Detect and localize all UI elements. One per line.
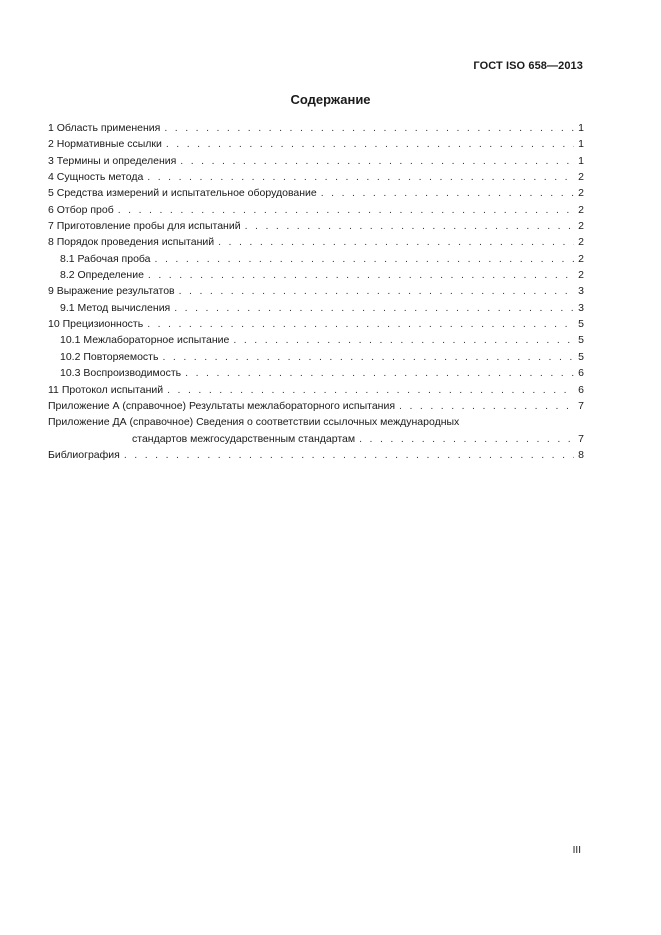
toc-page-number: 2 bbox=[578, 252, 584, 265]
toc-entry-annex-a[interactable] bbox=[48, 398, 584, 414]
toc-leader-dots bbox=[321, 185, 574, 201]
toc-entry-text: 7 Приготовление пробы для испытаний bbox=[48, 220, 241, 233]
toc-entry-text: 8.2 Определение bbox=[60, 269, 144, 282]
toc-leader-dots bbox=[166, 136, 574, 152]
toc-page-number: 2 bbox=[578, 203, 584, 216]
toc-entry[interactable] bbox=[48, 136, 584, 152]
page-title: Содержание bbox=[290, 92, 371, 107]
toc-entry[interactable] bbox=[48, 153, 584, 169]
toc-page-number: 1 bbox=[578, 138, 584, 151]
toc-entry-text: Приложение ДА (справочное) Сведения о соответствии ссылочных международных bbox=[48, 416, 460, 429]
toc-entry-text: 10.3 Воспроизводимость bbox=[60, 367, 182, 380]
table-of-contents bbox=[48, 120, 584, 463]
toc-entry-text: 1 Область применения bbox=[48, 122, 161, 134]
toc-entry-text: 2 Нормативные ссылки bbox=[48, 138, 162, 151]
toc-page-number: 6 bbox=[578, 367, 584, 380]
toc-leader-dots bbox=[167, 382, 574, 398]
toc-leader-dots bbox=[124, 447, 574, 463]
toc-leader-dots bbox=[148, 267, 574, 283]
toc-leader-dots bbox=[359, 431, 574, 447]
toc-entry-text: 11 Протокол испытаний bbox=[48, 383, 164, 396]
toc-entry[interactable] bbox=[48, 382, 584, 398]
toc-entry-annex-da[interactable] bbox=[48, 414, 584, 447]
toc-leader-dots bbox=[179, 283, 575, 299]
toc-page-number: 3 bbox=[578, 285, 584, 298]
toc-page-number: 1 bbox=[578, 154, 584, 167]
toc-page-number: 7 bbox=[578, 432, 584, 445]
toc-leader-dots bbox=[185, 365, 574, 381]
toc-entry-text: 3 Термины и определения bbox=[48, 154, 177, 167]
toc-page-number: 2 bbox=[578, 171, 584, 184]
toc-leader-dots bbox=[174, 300, 574, 316]
toc-page-number: 7 bbox=[578, 399, 584, 412]
toc-page-number: 1 bbox=[578, 122, 584, 134]
toc-subentry[interactable] bbox=[48, 251, 584, 267]
toc-subentry[interactable] bbox=[48, 267, 584, 283]
toc-leader-dots bbox=[118, 202, 574, 218]
toc-page-number: 8 bbox=[578, 448, 584, 461]
toc-entry-text: 6 Отбор проб bbox=[48, 203, 114, 216]
toc-entry-text-continued: стандартов межгосударственным стандартам bbox=[132, 432, 356, 445]
document-code: ГОСТ ISO 658—2013 bbox=[473, 60, 583, 72]
toc-entry[interactable] bbox=[48, 185, 584, 201]
toc-leader-dots bbox=[162, 349, 574, 365]
toc-page-number: 5 bbox=[578, 318, 584, 331]
toc-entry-text: 9 Выражение результатов bbox=[48, 285, 175, 298]
toc-leader-dots bbox=[233, 332, 574, 348]
toc-page-number: 5 bbox=[578, 334, 584, 347]
toc-leader-dots bbox=[218, 234, 574, 250]
page-number: III bbox=[572, 845, 581, 856]
toc-leader-dots bbox=[180, 153, 574, 169]
toc-page-number: 2 bbox=[578, 187, 584, 200]
toc-leader-dots bbox=[164, 120, 574, 136]
toc-leader-dots bbox=[147, 169, 574, 185]
toc-subentry[interactable] bbox=[48, 365, 584, 381]
toc-entry-text: Приложение А (справочное) Результаты межлабораторного испытания bbox=[48, 399, 396, 412]
toc-entry-text: 8.1 Рабочая проба bbox=[60, 252, 151, 265]
toc-page-number: 3 bbox=[578, 301, 584, 314]
toc-entry-text: 4 Сущность метода bbox=[48, 171, 144, 184]
toc-entry-text: 9.1 Метод вычисления bbox=[60, 301, 171, 314]
toc-leader-dots bbox=[245, 218, 575, 234]
toc-leader-dots bbox=[147, 316, 574, 332]
toc-leader-dots bbox=[399, 398, 574, 414]
toc-page-number: 6 bbox=[578, 383, 584, 396]
toc-entry-text: 10 Прецизионность bbox=[48, 318, 144, 331]
toc-subentry[interactable] bbox=[48, 332, 584, 348]
toc-page-number: 5 bbox=[578, 350, 584, 363]
toc-page-number: 2 bbox=[578, 236, 584, 249]
toc-entry[interactable] bbox=[48, 234, 584, 250]
toc-entry-text: 10.2 Повторяемость bbox=[60, 350, 159, 363]
toc-entry[interactable] bbox=[48, 202, 584, 218]
toc-page-number: 2 bbox=[578, 269, 584, 282]
toc-entry[interactable] bbox=[48, 218, 584, 234]
toc-entry-text: 8 Порядок проведения испытаний bbox=[48, 236, 215, 249]
toc-page-number: 2 bbox=[578, 220, 584, 233]
toc-entry[interactable] bbox=[48, 283, 584, 299]
toc-entry-text: 5 Средства измерений и испытательное оборудование bbox=[48, 187, 317, 200]
toc-entry-text: 10.1 Межлабораторное испытание bbox=[60, 334, 230, 347]
toc-entry[interactable] bbox=[48, 120, 584, 136]
toc-subentry[interactable] bbox=[48, 349, 584, 365]
toc-entry-text: Библиография bbox=[48, 448, 120, 461]
toc-leader-dots bbox=[155, 251, 575, 267]
toc-subentry[interactable] bbox=[48, 300, 584, 316]
toc-entry[interactable] bbox=[48, 316, 584, 332]
toc-entry-bibliography[interactable] bbox=[48, 447, 584, 463]
toc-entry[interactable] bbox=[48, 169, 584, 185]
